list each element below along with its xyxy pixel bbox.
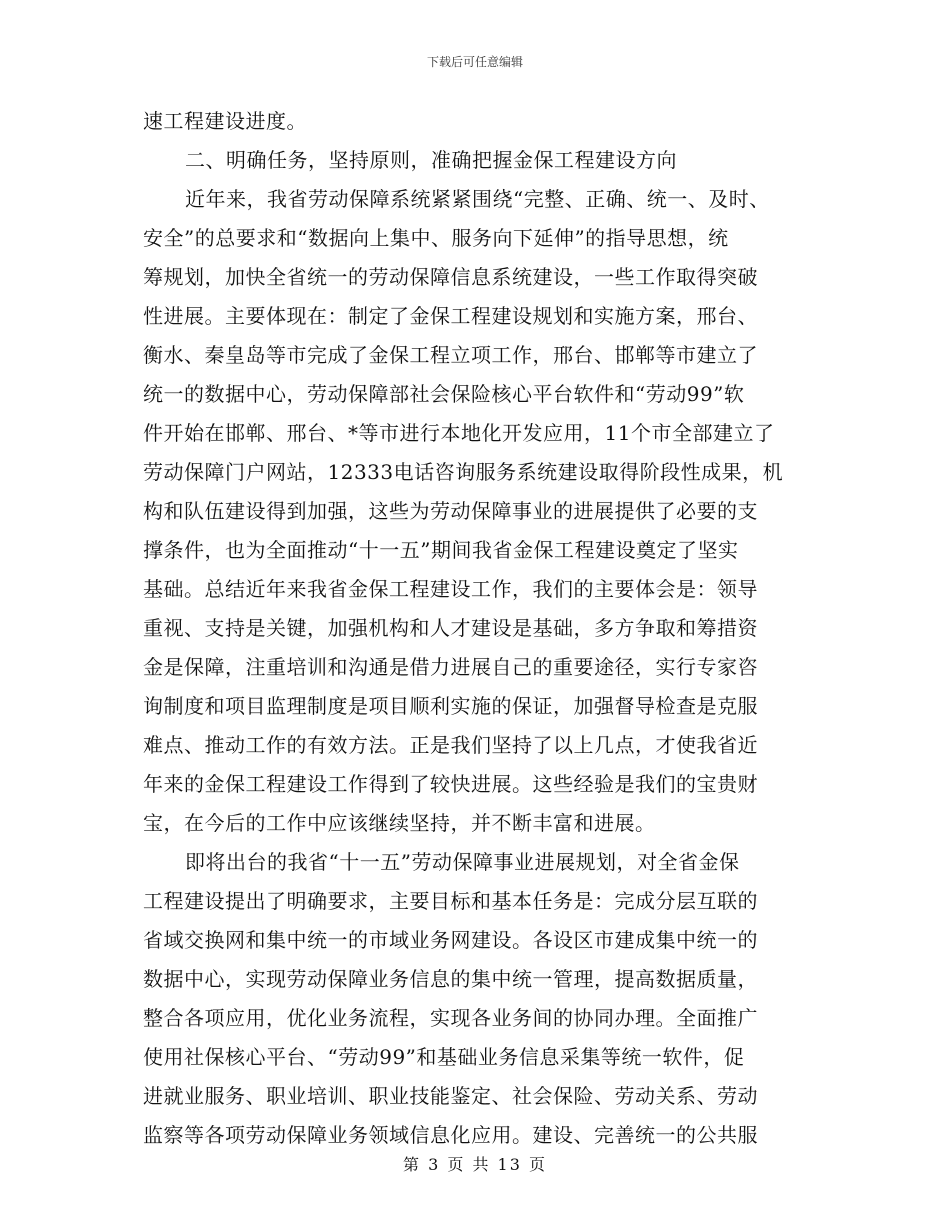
text-line: 基础。总结近年来我省金保工程建设工作，我们的主要体会是：领导 <box>143 577 758 601</box>
document-body <box>143 102 813 1155</box>
page-header: 下载后可任意编辑 <box>426 55 523 69</box>
text-line: 重视、支持是关键，加强机构和人才建设是基础，多方争取和筹措资 <box>143 616 758 640</box>
text-line: 数据中心，实现劳动保障业务信息的集中统一管理，提高数据质量， <box>143 967 758 991</box>
text-line: 宝，在今后的工作中应该继续坚持，并不断丰富和进展。 <box>143 811 656 835</box>
text-line: 询制度和项目监理制度是项目顺利实施的保证，加强督导检查是克服 <box>143 694 758 718</box>
text-line: 即将出台的我省“十一五”劳动保障事业进展规划，对全省金保 <box>185 850 740 874</box>
text-line: 件开始在邯郸、邢台、*等市进行本地化开发应用，11个市全部建立了 <box>143 421 775 445</box>
text-line: 难点、推动工作的有效方法。正是我们坚持了以上几点，才使我省近 <box>143 733 758 757</box>
text-line: 撑条件，也为全面推动“十一五”期间我省金保工程建设奠定了坚实 <box>143 538 739 562</box>
text-line: 金是保障，注重培训和沟通是借力进展自己的重要途径，实行专家咨 <box>143 655 758 679</box>
text-line: 安全”的总要求和“数据向上集中、服务向下延伸”的指导思想，统 <box>143 226 729 250</box>
text-line: 性进展。主要体现在：制定了金保工程建设规划和实施方案，邢台、 <box>143 304 758 328</box>
page-number: 第 3 页 共 13 页 <box>403 1155 547 1174</box>
text-line: 监察等各项劳动保障业务领域信息化应用。建设、完善统一的公共服 <box>143 1123 758 1147</box>
text-line: 整合各项应用，优化业务流程，实现各业务间的协同办理。全面推广 <box>143 1006 758 1030</box>
text-line: 年来的金保工程建设工作得到了较快进展。这些经验是我们的宝贵财 <box>143 772 758 796</box>
text-line: 衡水、秦皇岛等市完成了金保工程立项工作，邢台、邯郸等市建立了 <box>143 343 758 367</box>
text-line: 劳动保障门户网站，12333电话咨询服务系统建设取得阶段性成果，机 <box>143 460 784 484</box>
text-line: 筹规划，加快全省统一的劳动保障信息系统建设，一些工作取得突破 <box>143 265 758 289</box>
text-line: 工程建设提出了明确要求，主要目标和基本任务是：完成分层互联的 <box>143 889 758 913</box>
text-line: 近年来，我省劳动保障系统紧紧围绕“完整、正确、统一、及时、 <box>185 187 770 211</box>
text-line: 进就业服务、职业培训、职业技能鉴定、社会保险、劳动关系、劳动 <box>143 1084 758 1108</box>
text-line: 省域交换网和集中统一的市域业务网建设。各设区市建成集中统一的 <box>143 928 758 952</box>
text-line: 速工程建设进度。 <box>143 109 307 133</box>
section-heading: 二、明确任务，坚持原则，准确把握金保工程建设方向 <box>185 148 677 172</box>
text-line: 构和队伍建设得到加强，这些为劳动保障事业的进展提供了必要的支 <box>143 499 758 523</box>
text-line: 使用社保核心平台、“劳动99”和基础业务信息采集等统一软件，促 <box>143 1045 745 1069</box>
text-line: 统一的数据中心，劳动保障部社会保险核心平台软件和“劳动99”软 <box>143 382 745 406</box>
